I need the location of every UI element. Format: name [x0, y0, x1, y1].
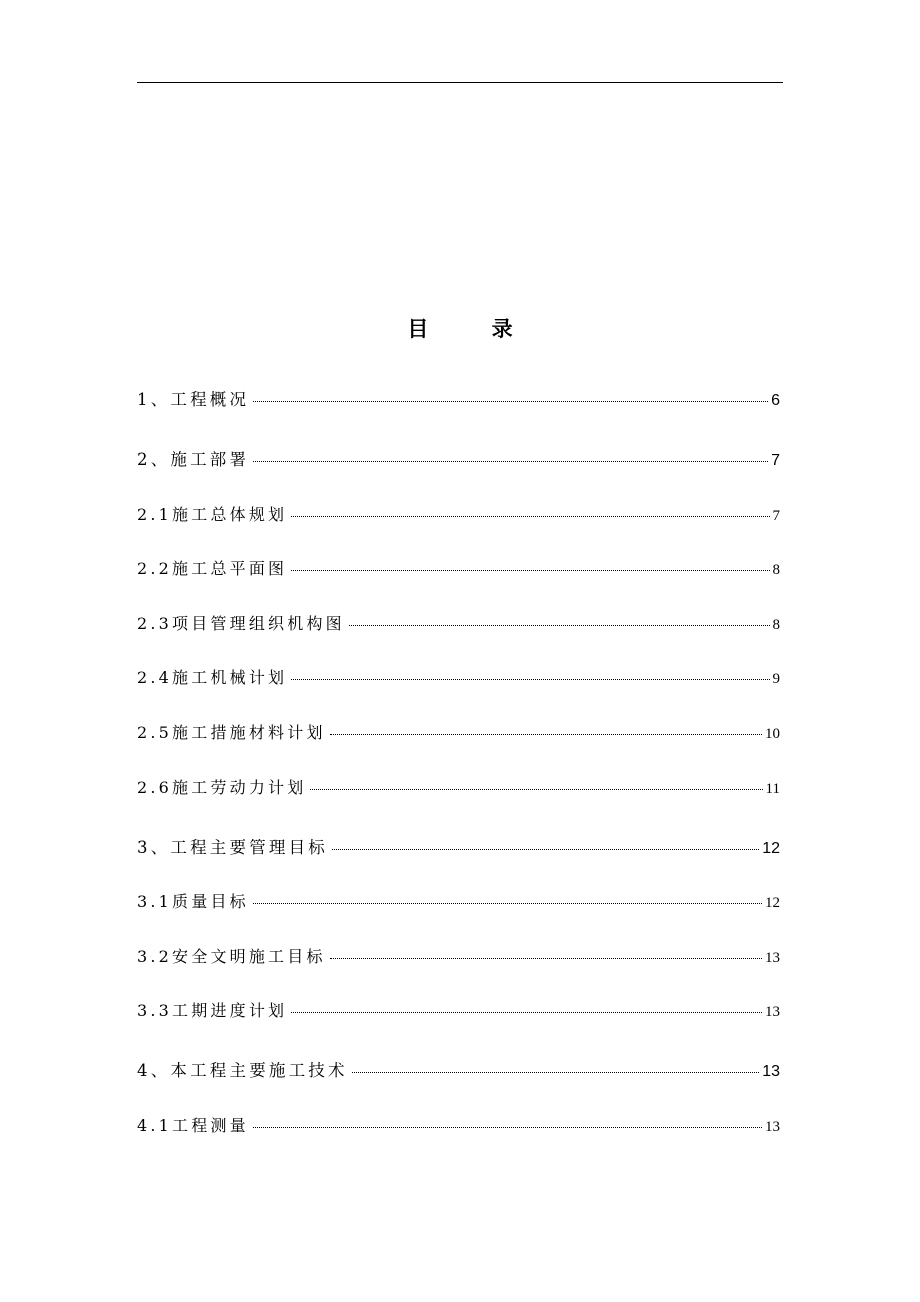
header-rule: [137, 82, 783, 83]
toc-entry[interactable]: [137, 553, 780, 608]
toc-entry-label: 3、工程主要管理目标: [137, 837, 328, 857]
toc-entry-label: 2.1施工总体规划: [137, 504, 288, 524]
toc-dot-leader: [291, 516, 769, 517]
toc-entry-page: 6: [771, 392, 780, 409]
toc-entry-label: 2.6施工劳动力计划: [137, 777, 307, 797]
toc-title: 目 录: [407, 317, 541, 341]
toc-entry[interactable]: [137, 499, 780, 554]
toc-dot-leader: [330, 734, 762, 735]
toc-entry[interactable]: [137, 772, 780, 832]
toc-entry[interactable]: [137, 384, 780, 444]
toc-entry-label: 2.3项目管理组织机构图: [137, 613, 345, 633]
toc-entry-page: 11: [765, 780, 780, 797]
toc-entry[interactable]: [137, 995, 780, 1055]
toc-entry-label: 4.1工程测量: [137, 1115, 249, 1135]
toc-entry[interactable]: [137, 662, 780, 717]
toc-dot-leader: [253, 461, 768, 462]
toc-dot-leader: [291, 570, 769, 571]
toc-dot-leader: [349, 625, 770, 626]
toc-entry-label: 4、本工程主要施工技术: [137, 1061, 348, 1081]
toc-dot-leader: [332, 849, 759, 850]
toc-entry-label: 3.1质量目标: [137, 892, 249, 912]
toc-dot-leader: [253, 401, 768, 402]
toc-entry[interactable]: [137, 444, 780, 499]
toc-entry-label: 2.2施工总平面图: [137, 559, 288, 579]
toc-dot-leader: [352, 1072, 760, 1073]
toc-entry-page: 13: [765, 1004, 780, 1021]
toc-entry[interactable]: [137, 886, 780, 941]
toc-dot-leader: [330, 958, 762, 959]
toc-entry-page: 13: [762, 1063, 780, 1081]
toc-entry-page: 7: [771, 452, 780, 469]
toc-entry-page: 12: [765, 895, 780, 912]
toc-entry-page: 8: [772, 562, 780, 579]
toc-entry-page: 13: [765, 949, 780, 966]
table-of-contents: [137, 384, 780, 1165]
toc-entry-label: 2.4施工机械计划: [137, 668, 288, 688]
toc-dot-leader: [253, 1127, 762, 1128]
toc-entry-page: 13: [765, 1118, 780, 1135]
toc-entry-label: 2.5施工措施材料计划: [137, 722, 326, 742]
toc-entry-label: 3.3工期进度计划: [137, 1001, 288, 1021]
toc-dot-leader: [291, 1012, 762, 1013]
toc-entry-label: 3.2安全文明施工目标: [137, 946, 326, 966]
toc-entry-page: 7: [772, 507, 780, 524]
toc-entry[interactable]: [137, 608, 780, 663]
toc-entry[interactable]: [137, 1110, 780, 1165]
toc-dot-leader: [291, 679, 769, 680]
toc-entry[interactable]: [137, 1055, 780, 1110]
toc-dot-leader: [310, 789, 762, 790]
toc-entry-label: 2、施工部署: [137, 450, 250, 469]
toc-entry[interactable]: [137, 941, 780, 996]
toc-entry[interactable]: [137, 832, 780, 887]
toc-dot-leader: [253, 903, 762, 904]
toc-entry-page: 9: [772, 671, 780, 688]
toc-entry[interactable]: [137, 717, 780, 772]
toc-entry-page: 10: [765, 725, 780, 742]
toc-entry-label: 1、工程概况: [137, 390, 250, 409]
toc-entry-page: 8: [772, 616, 780, 633]
toc-entry-page: 12: [762, 839, 780, 857]
